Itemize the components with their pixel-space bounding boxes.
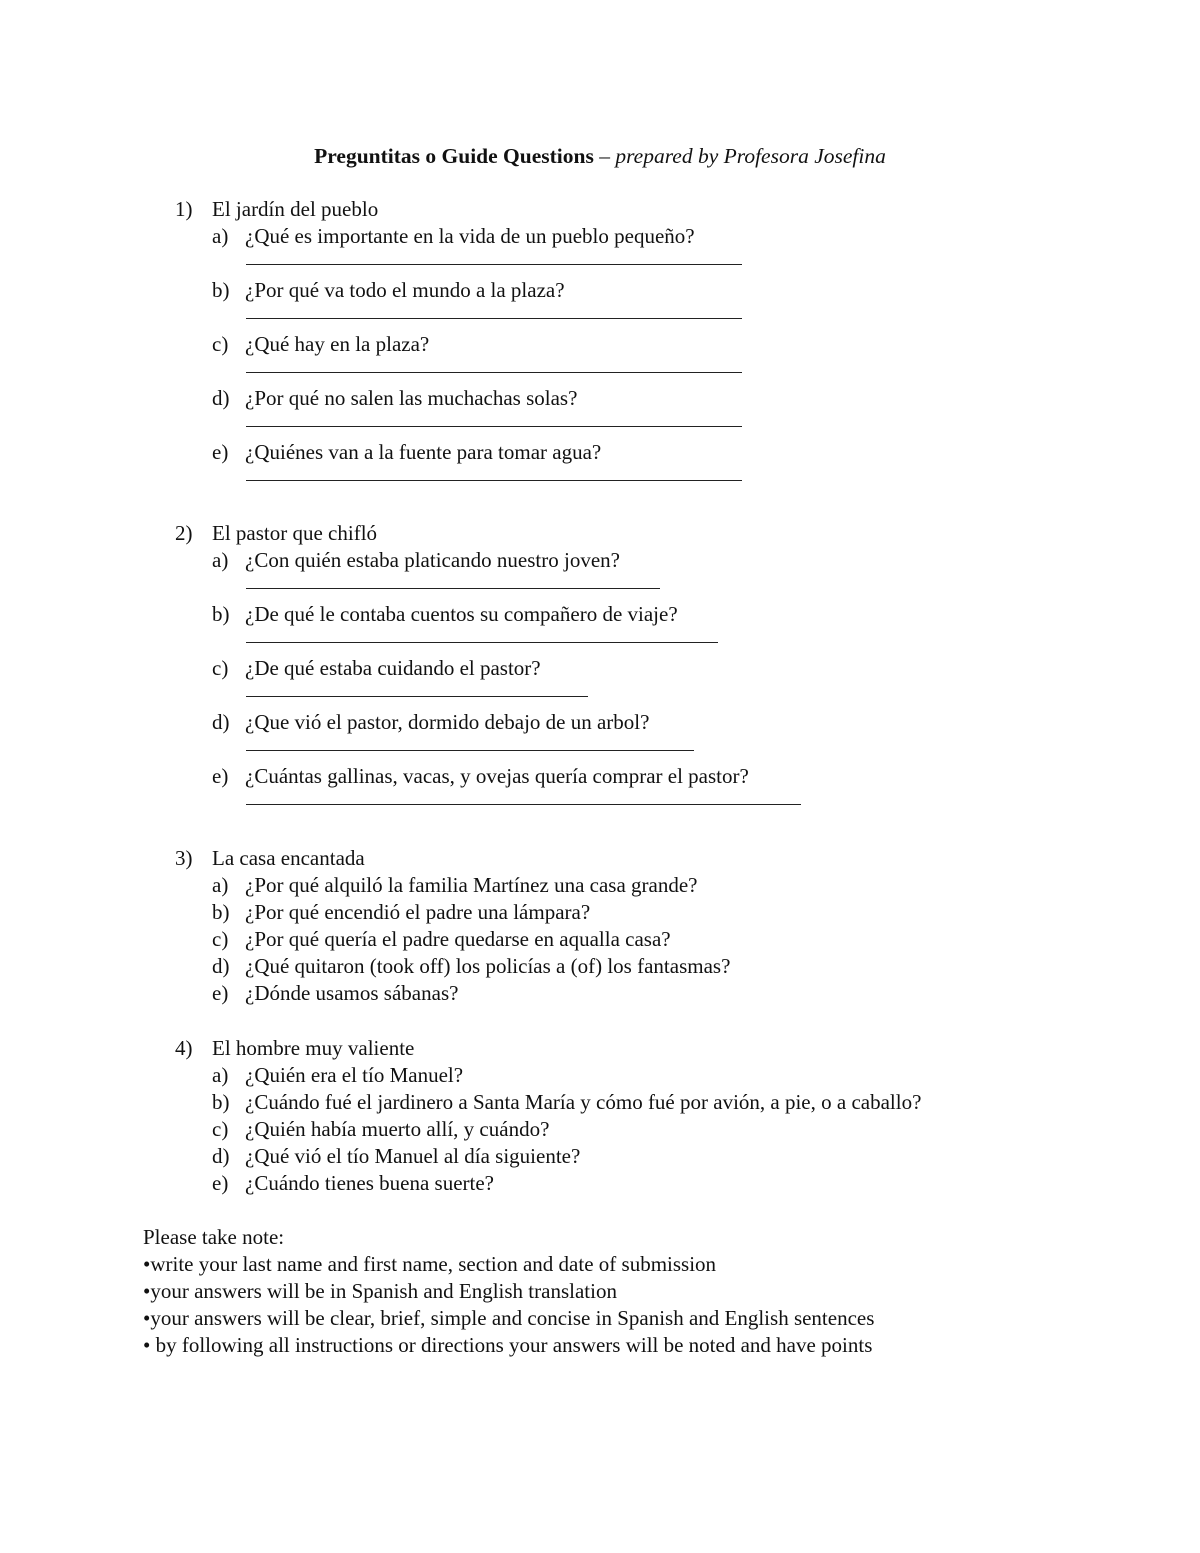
question-letter: b) — [212, 602, 230, 626]
section-heading — [0, 845, 1200, 872]
section-number: 3) — [175, 846, 193, 870]
question-letter: e) — [212, 981, 229, 1005]
question-letter: c) — [212, 656, 229, 680]
answer-blank — [246, 804, 801, 805]
question-text: ¿De qué le contaba cuentos su compañero de viaje? — [245, 602, 678, 626]
question-letter: a) — [212, 873, 229, 897]
notes-block — [143, 1224, 1143, 1359]
title-dash: – — [593, 144, 616, 168]
answer-blank — [246, 318, 742, 319]
note-item: • by following all instructions or directions your answers will be noted and have points — [143, 1333, 873, 1357]
question-item — [0, 331, 1200, 358]
answer-line[interactable] — [0, 682, 1200, 709]
answer-blank — [246, 588, 660, 589]
question-text: ¿Por qué quería el padre quedarse en aqualla casa? — [245, 927, 671, 951]
question-text: ¿De qué estaba cuidando el pastor? — [245, 656, 541, 680]
question-text: ¿Por qué encendió el padre una lámpara? — [245, 900, 591, 924]
notes-heading: Please take note: — [143, 1225, 285, 1249]
answer-blank — [246, 426, 742, 427]
section-title: El jardín del pueblo — [212, 197, 379, 221]
question-item — [0, 1062, 1200, 1089]
section-title: El hombre muy valiente — [212, 1036, 415, 1060]
title-author: prepared by Profesora Josefina — [615, 144, 886, 168]
answer-line[interactable] — [0, 466, 1200, 493]
question-letter: e) — [212, 440, 229, 464]
section-number: 4) — [175, 1036, 193, 1060]
question-text: ¿Por qué alquiló la familia Martínez una casa grande? — [245, 873, 698, 897]
question-letter: c) — [212, 332, 229, 356]
answer-line[interactable] — [0, 790, 1200, 817]
question-item — [0, 547, 1200, 574]
question-letter: a) — [212, 224, 229, 248]
question-text: ¿Quién había muerto allí, y cuándo? — [245, 1117, 550, 1141]
question-item — [0, 1116, 1200, 1143]
section-heading — [0, 196, 1200, 223]
answer-blank — [246, 264, 742, 265]
answer-blank — [246, 372, 742, 373]
section-2 — [0, 520, 1200, 817]
answer-line[interactable] — [0, 628, 1200, 655]
question-item — [0, 953, 1200, 980]
section-1 — [0, 196, 1200, 493]
note-item: •your answers will be in Spanish and English translation — [143, 1279, 617, 1303]
question-letter: a) — [212, 1063, 229, 1087]
question-item — [0, 709, 1200, 736]
answer-line[interactable] — [0, 358, 1200, 385]
question-text: ¿Qué hay en la plaza? — [245, 332, 430, 356]
question-letter: d) — [212, 710, 230, 734]
answer-blank — [246, 696, 588, 697]
question-letter: d) — [212, 954, 230, 978]
question-letter: d) — [212, 1144, 230, 1168]
answer-blank — [246, 750, 694, 751]
question-item — [0, 926, 1200, 953]
question-item — [0, 223, 1200, 250]
question-letter: b) — [212, 900, 230, 924]
question-letter: b) — [212, 278, 230, 302]
note-item: •your answers will be clear, brief, simple and concise in Spanish and English sentences — [143, 1306, 875, 1330]
section-heading — [0, 1035, 1200, 1062]
question-text: ¿Quién era el tío Manuel? — [245, 1063, 464, 1087]
question-text: ¿Qué es importante en la vida de un pueblo pequeño? — [245, 224, 695, 248]
title-main: Preguntitas o Guide Questions — [314, 144, 594, 168]
question-item — [0, 277, 1200, 304]
question-letter: d) — [212, 386, 230, 410]
section-title: El pastor que chifló — [212, 521, 378, 545]
question-item — [0, 763, 1200, 790]
question-text: ¿Con quién estaba platicando nuestro joven? — [245, 548, 620, 572]
question-text: ¿Dónde usamos sábanas? — [245, 981, 459, 1005]
question-text: ¿Por qué no salen las muchachas solas? — [245, 386, 578, 410]
section-3 — [0, 845, 1200, 1007]
question-letter: e) — [212, 1171, 229, 1195]
question-text: ¿Quiénes van a la fuente para tomar agua? — [245, 440, 602, 464]
question-item — [0, 1170, 1200, 1197]
section-number: 1) — [175, 197, 193, 221]
question-item — [0, 899, 1200, 926]
question-letter: e) — [212, 764, 229, 788]
question-text: ¿Qué vió el tío Manuel al día siguiente? — [245, 1144, 581, 1168]
question-text: ¿Cuándo fué el jardinero a Santa María y cómo fué por avión, a pie, o a caballo? — [245, 1090, 922, 1114]
section-title: La casa encantada — [212, 846, 365, 870]
note-item: •write your last name and first name, section and date of submission — [143, 1252, 717, 1276]
section-heading — [0, 520, 1200, 547]
answer-line[interactable] — [0, 304, 1200, 331]
question-letter: c) — [212, 927, 229, 951]
answer-line[interactable] — [0, 574, 1200, 601]
question-item — [0, 439, 1200, 466]
section-4 — [0, 1035, 1200, 1197]
question-text: ¿Que vió el pastor, dormido debajo de un arbol? — [245, 710, 650, 734]
question-letter: b) — [212, 1090, 230, 1114]
question-item — [0, 1143, 1200, 1170]
answer-blank — [246, 642, 718, 643]
question-item — [0, 872, 1200, 899]
answer-line[interactable] — [0, 250, 1200, 277]
question-item — [0, 385, 1200, 412]
question-text: ¿Por qué va todo el mundo a la plaza? — [245, 278, 565, 302]
answer-line[interactable] — [0, 412, 1200, 439]
question-text: ¿Qué quitaron (took off) los policías a (of) los fantasmas? — [245, 954, 731, 978]
question-item — [0, 601, 1200, 628]
page-title — [0, 141, 1200, 171]
question-text: ¿Cuándo tienes buena suerte? — [245, 1171, 494, 1195]
section-number: 2) — [175, 521, 193, 545]
question-letter: a) — [212, 548, 229, 572]
question-text: ¿Cuántas gallinas, vacas, y ovejas quería comprar el pastor? — [245, 764, 749, 788]
answer-blank — [246, 480, 742, 481]
question-item — [0, 1089, 1200, 1116]
question-item — [0, 655, 1200, 682]
answer-line[interactable] — [0, 736, 1200, 763]
question-letter: c) — [212, 1117, 229, 1141]
question-item — [0, 980, 1200, 1007]
